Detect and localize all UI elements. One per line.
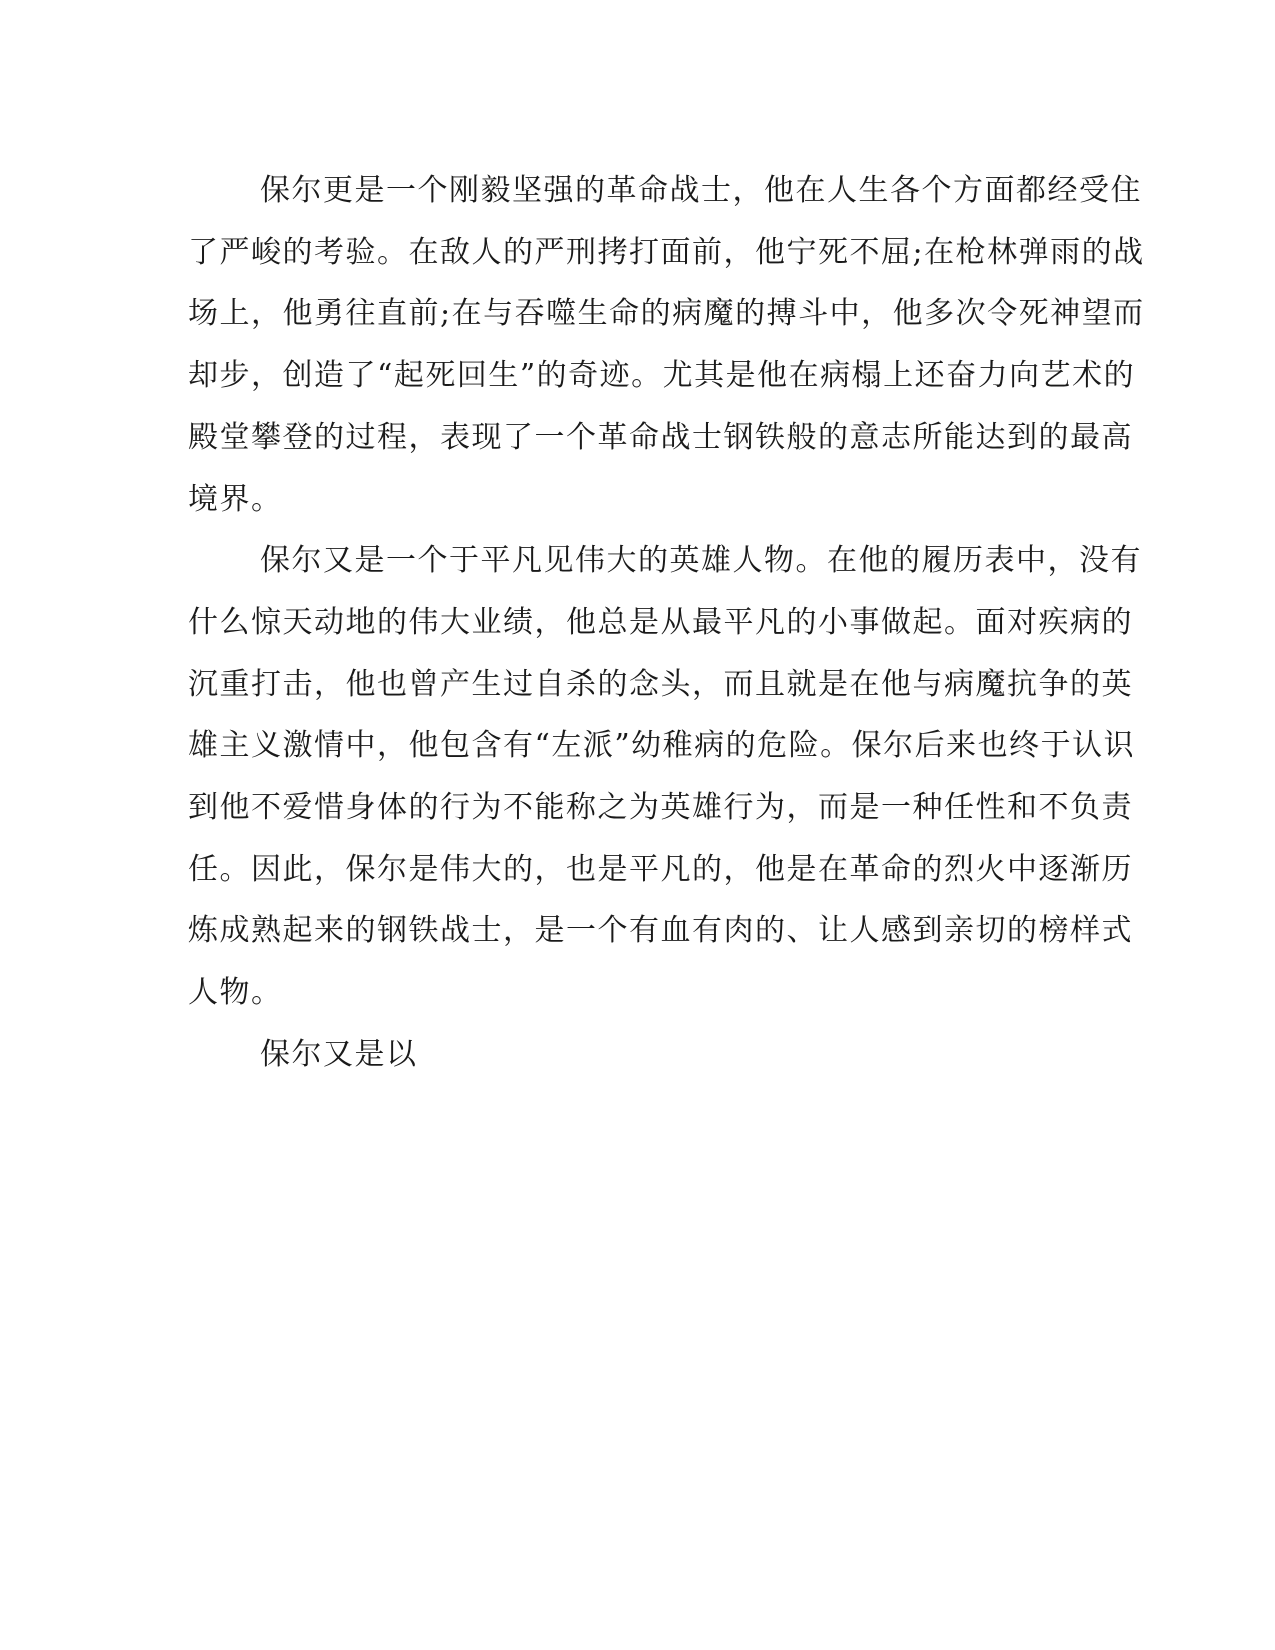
paragraph-line: 炼成熟起来的钢铁战士，是一个有血有肉的、让人感到亲切的榜样式 <box>188 913 1133 949</box>
paragraph-line: 保尔更是一个刚毅坚强的革命战士，他在人生各个方面都经受住 <box>260 173 1142 208</box>
paragraph-line: 任。因此，保尔是伟大的，也是平凡的，他是在革命的烈火中逐渐历 <box>188 851 1133 887</box>
paragraph-line: 人物。 <box>188 975 283 1011</box>
paragraph-line: 保尔又是一个于平凡见伟大的英雄人物。在他的履历表中，没有 <box>260 543 1142 579</box>
paragraph-line: 到他不爱惜身体的行为不能称之为英雄行为，而是一种任性和不负责 <box>188 790 1133 826</box>
paragraph-2 <box>188 530 1142 1024</box>
paragraph-line: 保尔又是以 <box>260 1036 418 1072</box>
paragraph-3 <box>188 1024 1073 1086</box>
document-body <box>188 160 1145 1086</box>
paragraph-line: 什么惊天动地的伟大业绩，他总是从最平凡的小事做起。面对疾病的 <box>188 604 1133 640</box>
paragraph-line: 了严峻的考验。在敌人的严刑拷打面前，他宁死不屈;在枪林弹雨的战 <box>188 234 1145 270</box>
paragraph-line: 场上，他勇往直前;在与吞噬生命的病魔的搏斗中，他多次令死神望而 <box>188 296 1145 332</box>
paragraph-line: 却步，创造了“起死回生”的奇迹。尤其是他在病榻上还奋力向艺术的 <box>188 358 1136 394</box>
paragraph-1 <box>188 160 1145 530</box>
paragraph-line: 殿堂攀登的过程，表现了一个革命战士钢铁般的意志所能达到的最高 <box>188 419 1133 455</box>
paragraph-line: 沉重打击，他也曾产生过自杀的念头，而且就是在他与病魔抗争的英 <box>188 666 1133 702</box>
paragraph-line: 雄主义激情中，他包含有“左派”幼稚病的危险。保尔后来也终于认识 <box>188 728 1136 764</box>
paragraph-line: 境界。 <box>188 481 283 517</box>
